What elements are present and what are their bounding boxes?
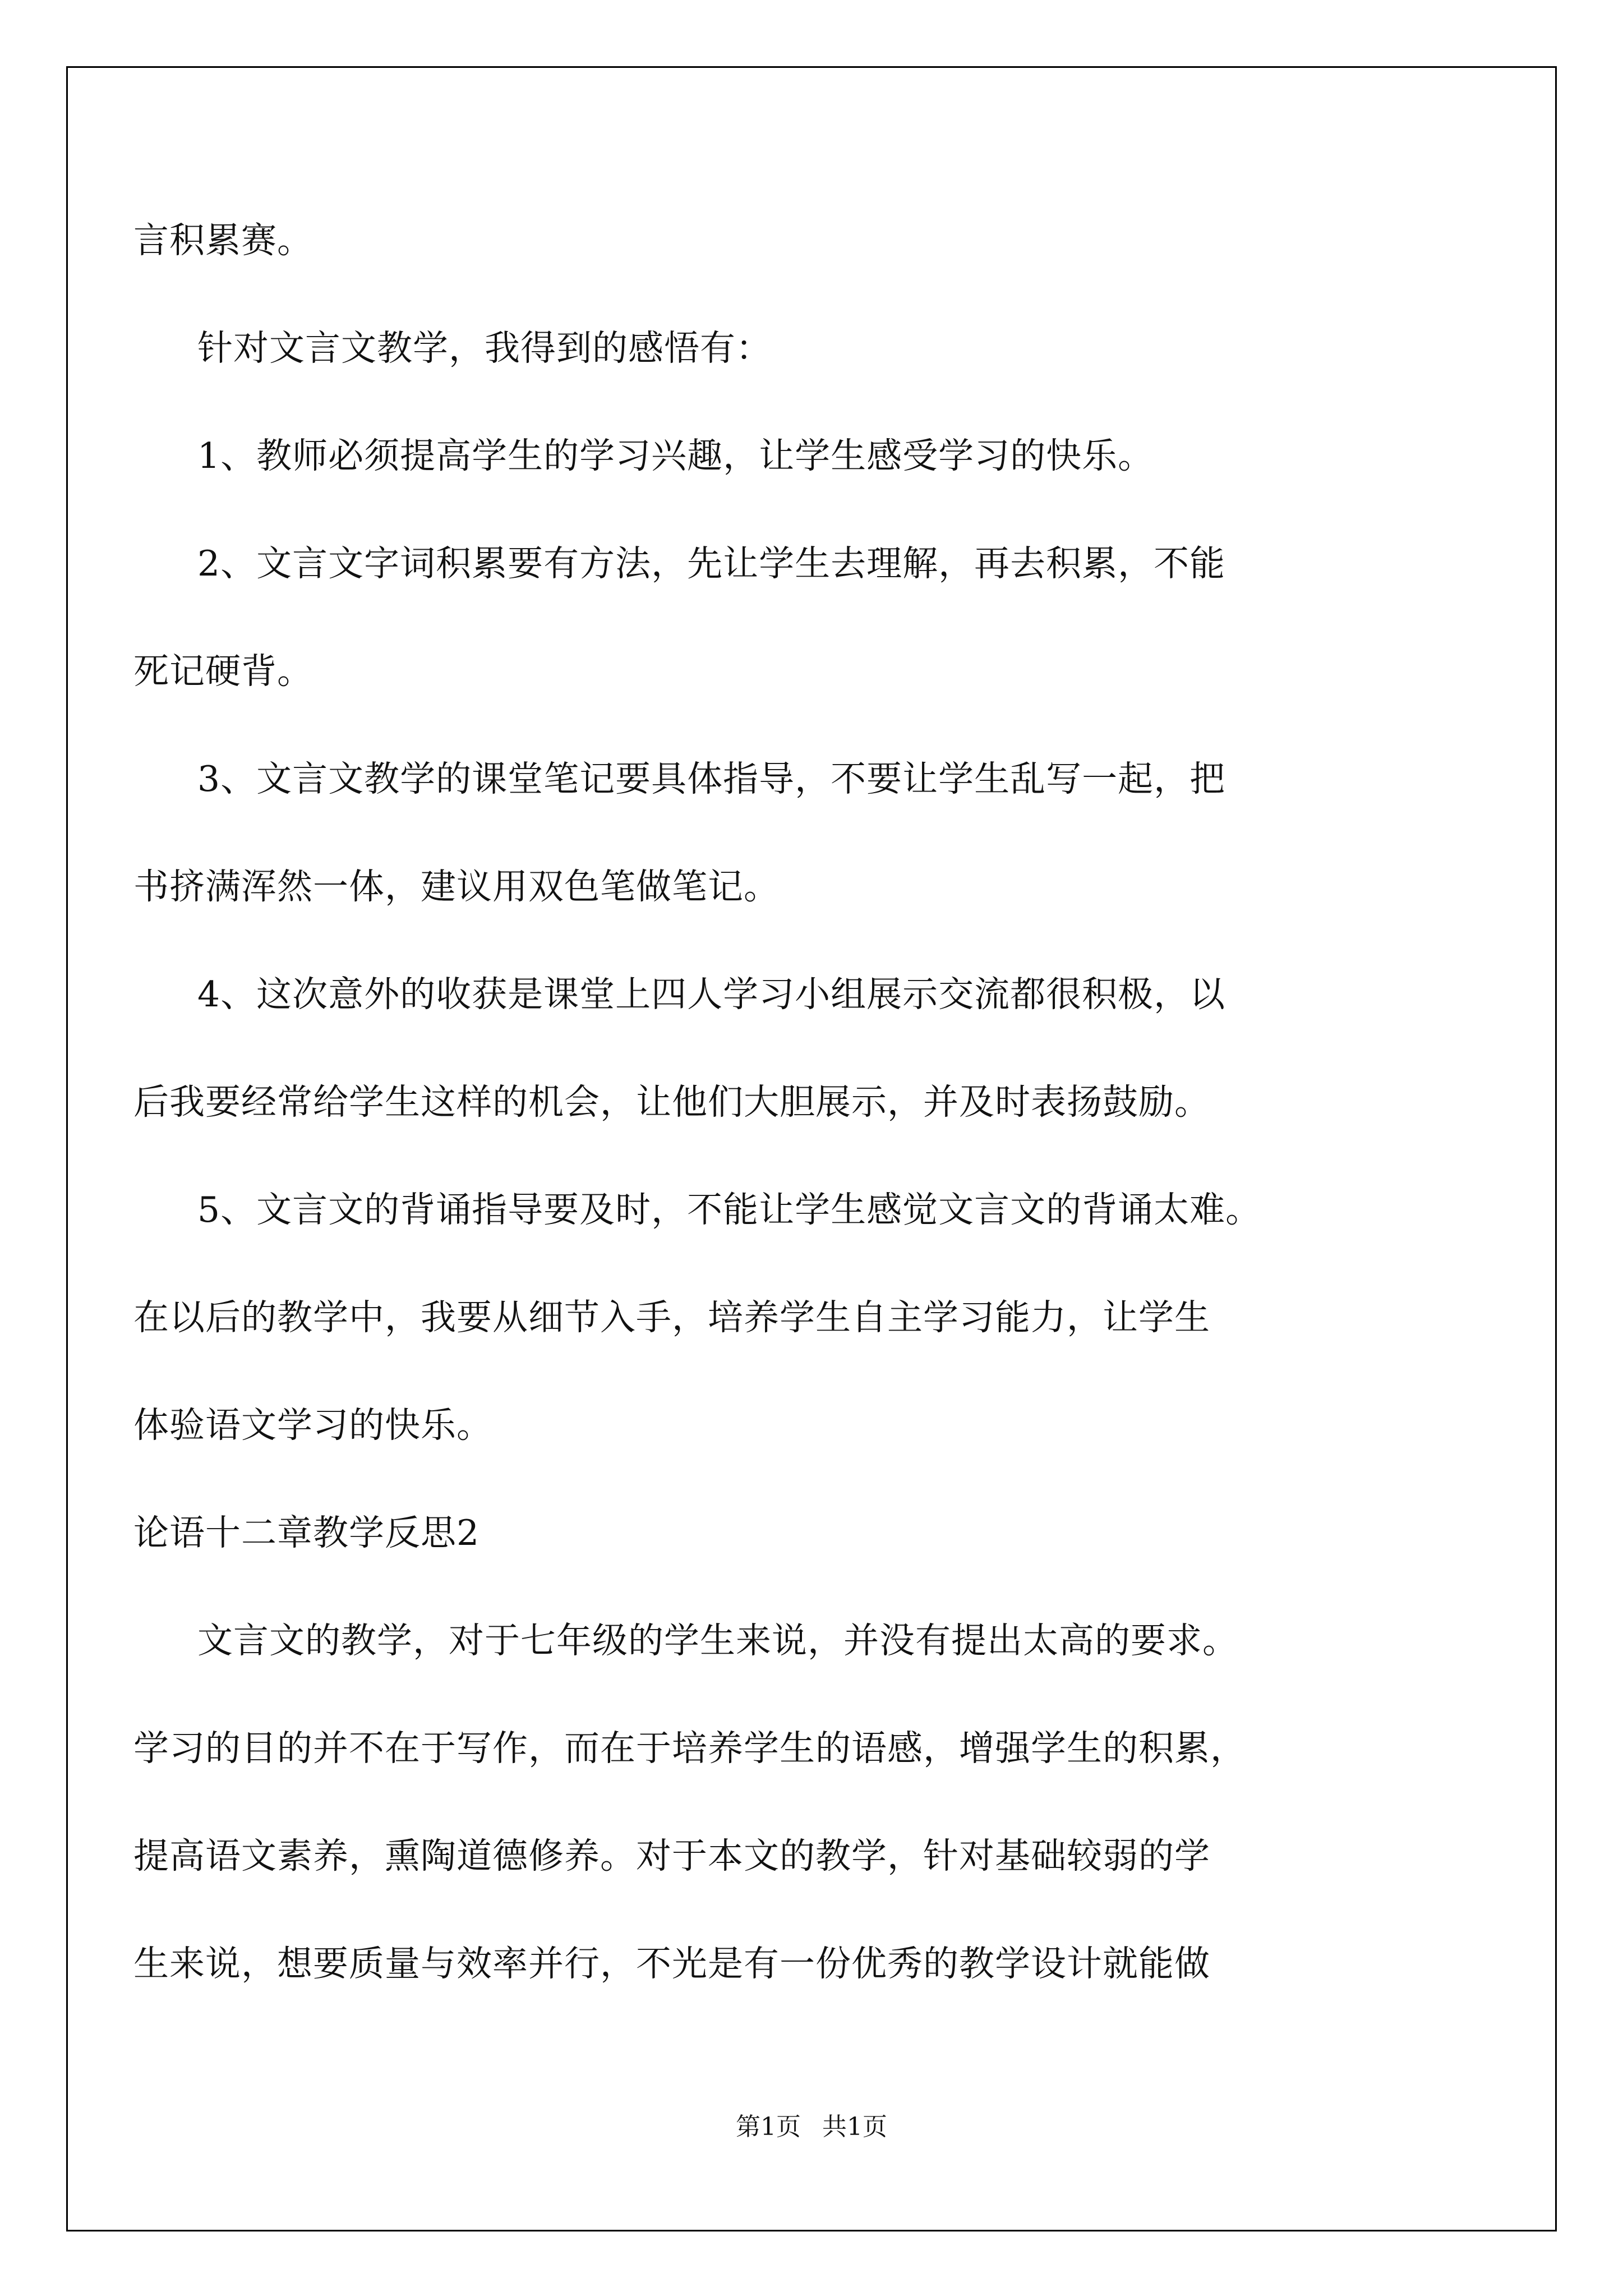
- page-footer: [0, 2115, 1623, 2139]
- text-line: 后我要经常给学生这样的机会，让他们大胆展示，并及时表扬鼓励。: [133, 1082, 1210, 1122]
- text-line: 1、教师必须提高学生的学习兴趣，让学生感受学习的快乐。: [197, 435, 1154, 476]
- text-line: 在以后的教学中，我要从细节入手，培养学生自主学习能力，让学生: [133, 1297, 1210, 1338]
- text-line: 4、这次意外的收获是课堂上四人学习小组展示交流都很积极，以: [197, 974, 1226, 1015]
- text-line: 5、文言文的背诵指导要及时，不能让学生感觉文言文的背诵太难。: [197, 1189, 1262, 1230]
- section-heading: 论语十二章教学反思2: [133, 1512, 480, 1553]
- text-line: 3、文言文教学的课堂笔记要具体指导，不要让学生乱写一起，把: [197, 758, 1226, 799]
- text-line: 2、文言文字词积累要有方法，先让学生去理解，再去积累，不能: [197, 543, 1226, 584]
- text-line: 生来说，想要质量与效率并行，不光是有一份优秀的教学设计就能做: [133, 1943, 1210, 1984]
- text-line: 针对文言文教学，我得到的感悟有：: [197, 328, 772, 369]
- page-number: 第1页: [736, 2113, 801, 2141]
- text-line: 体验语文学习的快乐。: [133, 1405, 492, 1446]
- page-border: [66, 66, 1557, 2231]
- text-line: 文言文的教学，对于七年级的学生来说，并没有提出太高的要求。: [197, 1620, 1238, 1661]
- text-line: 言积累赛。: [133, 220, 313, 261]
- page-total: 共1页: [822, 2113, 887, 2141]
- text-line: 学习的目的并不在于写作，而在于培养学生的语感，增强学生的积累，: [133, 1728, 1246, 1769]
- text-line: 死记硬背。: [133, 651, 313, 692]
- text-line: 提高语文素养，熏陶道德修养。对于本文的教学，针对基础较弱的学: [133, 1835, 1210, 1876]
- text-line: 书挤满浑然一体，建议用双色笔做笔记。: [133, 866, 780, 907]
